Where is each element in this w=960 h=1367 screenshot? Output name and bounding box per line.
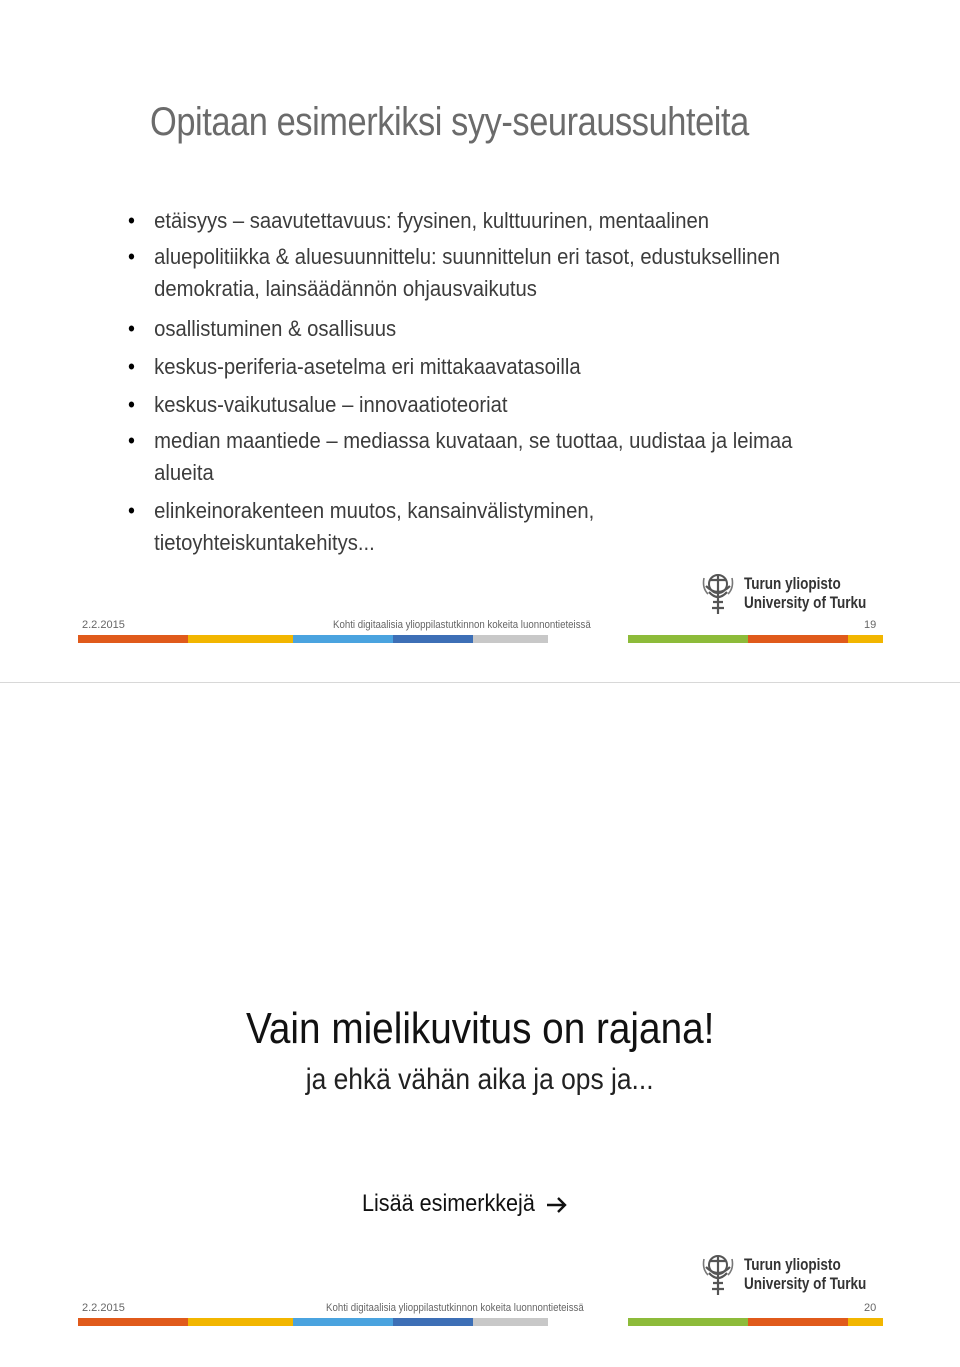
bullet-icon: • — [128, 316, 135, 341]
color-bar-segment — [78, 1318, 188, 1326]
color-bar — [78, 1318, 883, 1326]
color-bar-segment — [393, 635, 473, 643]
color-bar-segment — [188, 1318, 293, 1326]
color-bar-segment — [848, 1318, 883, 1326]
slide-headline: Vain mielikuvitus on rajana! — [245, 1004, 715, 1053]
university-emblem-icon — [700, 572, 736, 616]
bullet-icon: • — [128, 208, 135, 233]
color-bar-segment — [548, 1318, 628, 1326]
list-item: • elinkeinorakenteen muutos, kansainvälistyminen, tietoyhteiskuntakehitys... — [128, 495, 812, 559]
university-logo — [700, 1253, 893, 1297]
color-bar-segment — [78, 635, 188, 643]
list-item: • median maantiede – mediassa kuvataan, se tuottaa, uudistaa ja leimaa alueita — [128, 425, 812, 489]
footer-title: Kohti digitaalisia ylioppilastutkinnon kokeita luonnontieteissä — [326, 1302, 584, 1314]
bullet-list — [128, 203, 888, 565]
footer-date: 2.2.2015 — [82, 1302, 125, 1314]
color-bar-segment — [748, 635, 848, 643]
color-bar-segment — [628, 1318, 748, 1326]
color-bar-segment — [473, 1318, 548, 1326]
university-logo — [700, 572, 893, 616]
footer-date: 2.2.2015 — [82, 619, 125, 631]
color-bar-segment — [548, 635, 628, 643]
list-item: • keskus-periferia-asetelma eri mittakaavatasoilla — [128, 349, 812, 385]
color-bar-segment — [393, 1318, 473, 1326]
list-item: • aluepolitiikka & aluesuunnittelu: suunnittelun eri tasot, edustuksellinen demokratia, lainsäädännön ohjausvaikutus — [128, 241, 812, 305]
more-examples-link[interactable] — [362, 1190, 569, 1218]
slide-title: Opitaan esimerkiksi syy-seuraussuhteita — [150, 100, 749, 144]
bullet-icon: • — [128, 244, 135, 269]
list-item: • osallistuminen & osallisuus — [128, 311, 812, 347]
color-bar-segment — [293, 1318, 393, 1326]
list-item: • etäisyys – saavutettavuus: fyysinen, kulttuurinen, mentaalinen — [128, 203, 812, 239]
bullet-icon: • — [128, 354, 135, 379]
bullet-icon: • — [128, 392, 135, 417]
color-bar-segment — [628, 635, 748, 643]
bullet-icon: • — [128, 428, 135, 453]
bullet-icon: • — [128, 498, 135, 523]
color-bar-segment — [848, 635, 883, 643]
list-item: • keskus-vaikutusalue – innovaatioteoriat — [128, 387, 812, 423]
color-bar-segment — [473, 635, 548, 643]
logo-text: Turun yliopisto University of Turku — [744, 1256, 867, 1293]
slide-subheadline: ja ehkä vähän aika ja ops ja... — [306, 1063, 654, 1096]
color-bar-segment — [748, 1318, 848, 1326]
university-emblem-icon — [700, 1253, 736, 1297]
footer-page-number: 20 — [864, 1302, 877, 1314]
color-bar — [78, 635, 883, 643]
color-bar-segment — [188, 635, 293, 643]
more-examples-label: Lisää esimerkkejä — [362, 1190, 535, 1217]
footer-title: Kohti digitaalisia ylioppilastutkinnon kokeita luonnontieteissä — [333, 619, 591, 631]
color-bar-segment — [293, 635, 393, 643]
footer-page-number: 19 — [864, 619, 877, 631]
arrow-right-icon — [545, 1195, 569, 1215]
logo-text: Turun yliopisto University of Turku — [744, 575, 867, 612]
slide-19 — [0, 0, 960, 682]
